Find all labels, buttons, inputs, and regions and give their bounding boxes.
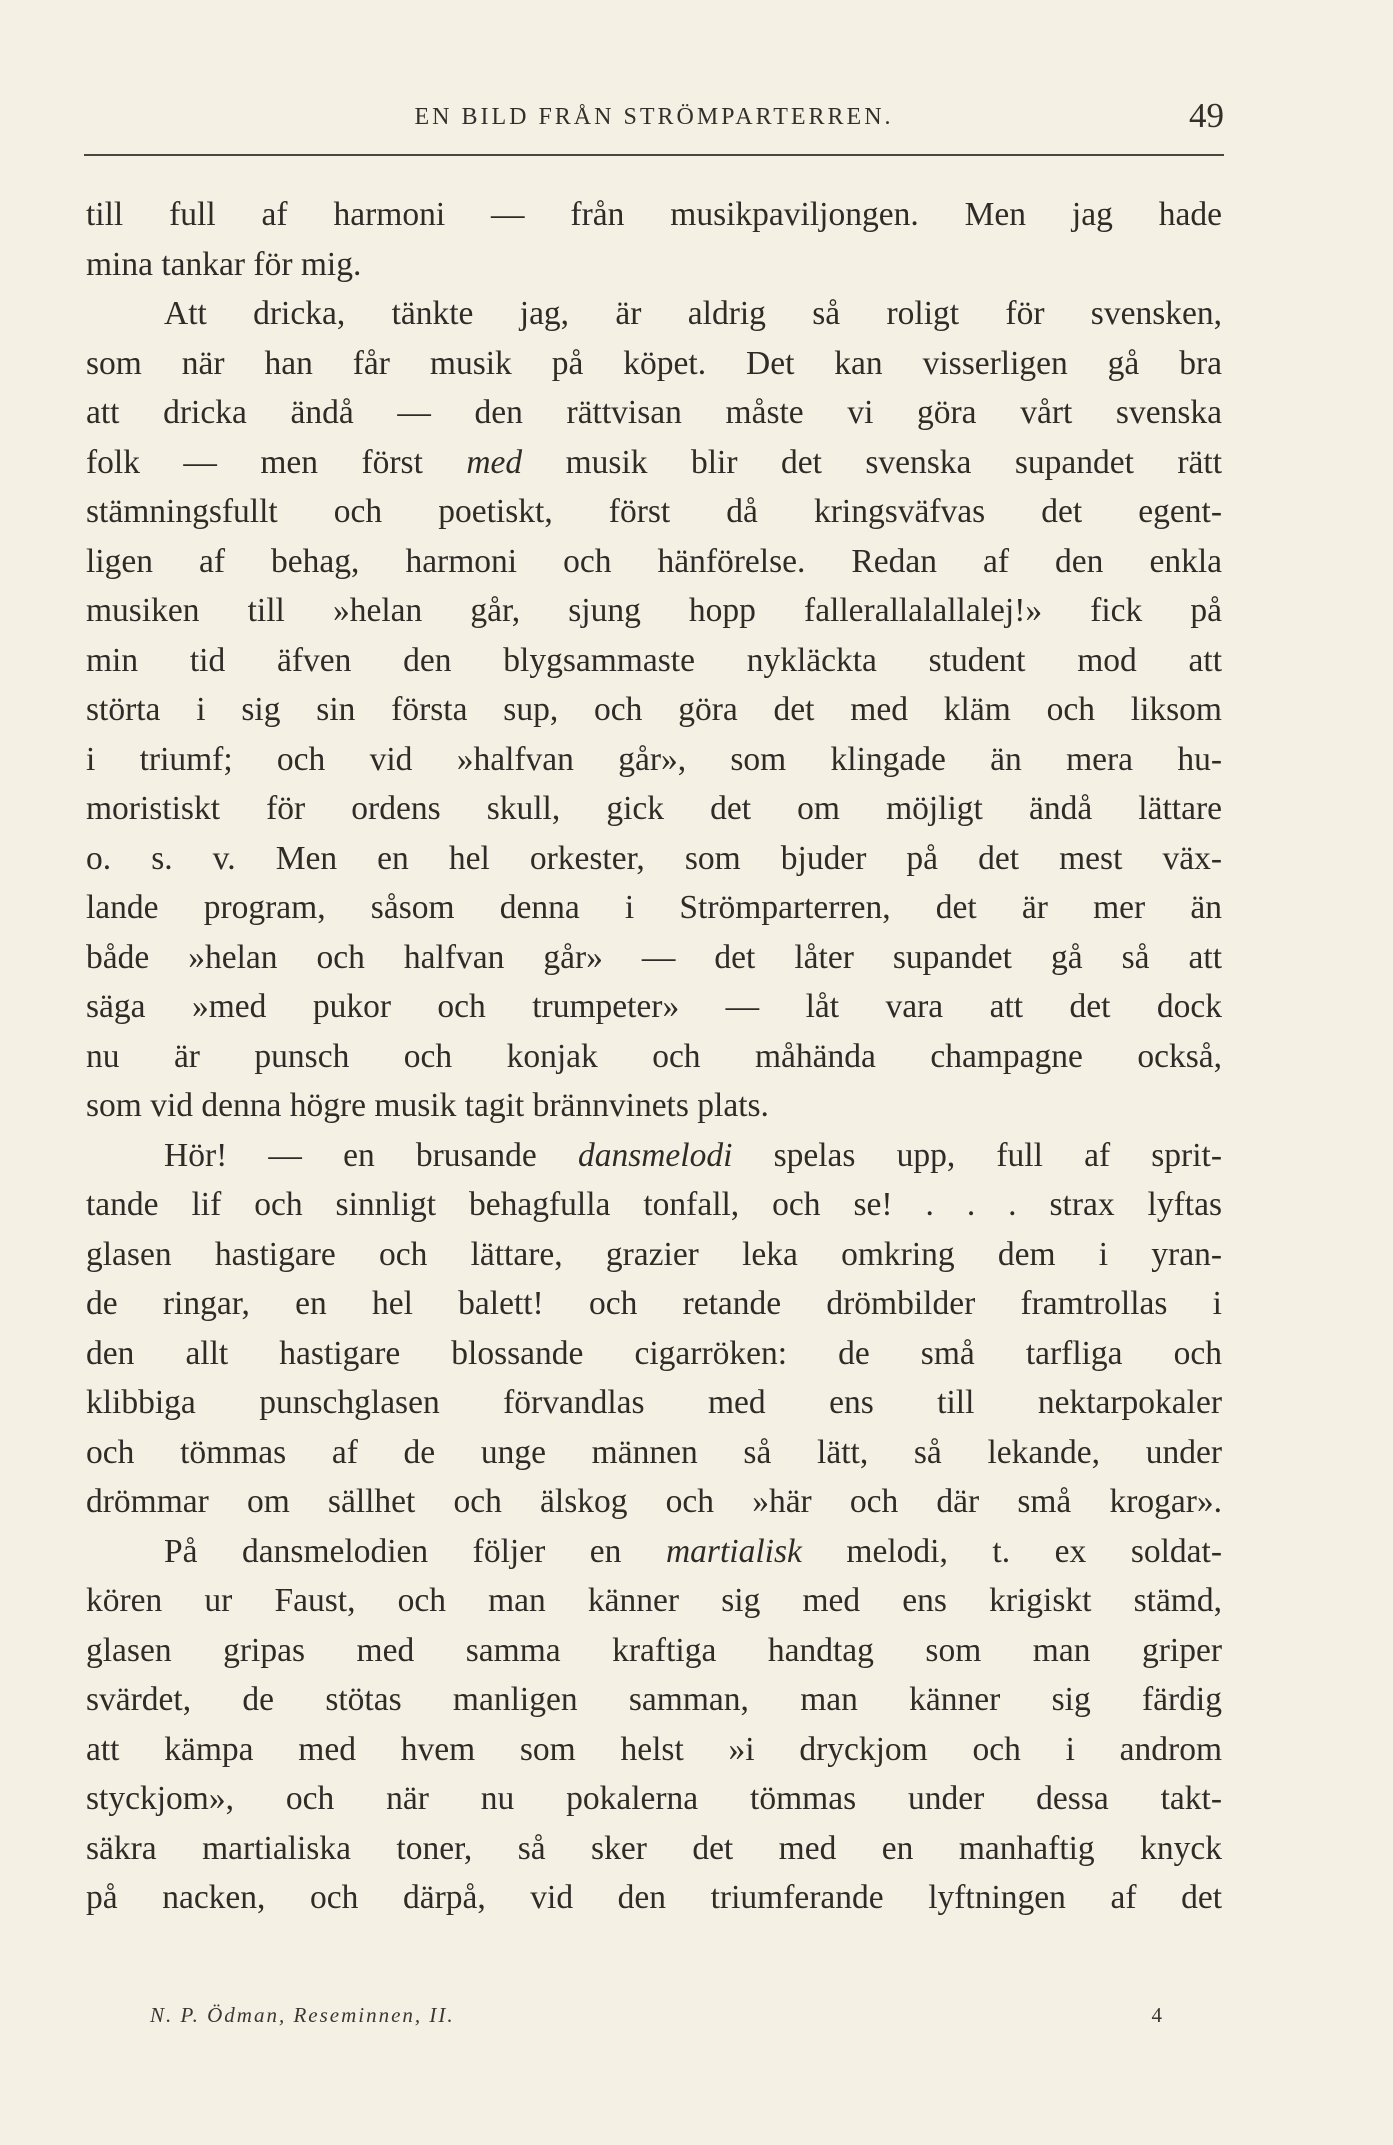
text-line: moristiskt för ordens skull, gick det om möjligt ändå lättare — [86, 790, 1222, 827]
text-line: kören ur Faust, och man känner sig med ens krigiskt stämd, — [86, 1582, 1222, 1619]
text-line: Att dricka, tänkte jag, är aldrig så roligt för svensken, — [164, 295, 1222, 332]
text-line: att dricka ändå — den rättvisan måste vi göra vårt svenska — [86, 394, 1222, 431]
footer-citation: N. P. Ödman, Reseminnen, II. — [150, 2003, 455, 2027]
text-line: som vid denna högre musik tagit brännvinets plats. — [86, 1087, 769, 1124]
body-text — [86, 190, 1222, 1923]
text-line: min tid äfven den blygsammaste nykläckta student mod att — [86, 641, 1222, 679]
signature-mark: 4 — [1151, 2003, 1162, 2027]
text-line: glasen hastigare och lättare, grazier leka omkring dem i yran- — [86, 1235, 1222, 1273]
text-line: i triumf; och vid »halfvan går», som klingade än mera hu- — [86, 740, 1222, 778]
text-line: På dansmelodien följer en martialisk melodi, t. ex soldat- — [164, 1532, 1222, 1570]
text-line: de ringar, en hel balett! och retande drömbilder framtrollas i — [86, 1285, 1222, 1322]
text-line: styckjom», och när nu pokalerna tömmas under dessa takt- — [86, 1780, 1222, 1817]
text-line: att kämpa med hvem som helst »i dryckjom och i androm — [86, 1730, 1222, 1768]
page-footer — [150, 2003, 1162, 2043]
text-line: till full af harmoni — från musikpaviljongen. Men jag hade — [86, 196, 1222, 233]
text-line: glasen gripas med samma kraftiga handtag som man griper — [86, 1631, 1222, 1669]
text-line: lande program, såsom denna i Strömparterren, det är mer än — [86, 889, 1222, 926]
text-line: störta i sig sin första sup, och göra det med kläm och liksom — [86, 691, 1222, 728]
text-line: som när han får musik på köpet. Det kan visserligen gå bra — [86, 344, 1222, 382]
text-line: o. s. v. Men en hel orkester, som bjuder på det mest väx- — [86, 839, 1222, 877]
text-line: den allt hastigare blossande cigarröken: de små tarfliga och — [86, 1334, 1222, 1372]
text-line: på nacken, och därpå, vid den triumferande lyftningen af det — [86, 1879, 1222, 1916]
text-line: säga »med pukor och trumpeter» — låt vara att det dock — [86, 988, 1222, 1025]
text-line: klibbiga punschglasen förvandlas med ens till nektarpokaler — [86, 1384, 1222, 1421]
text-line: och tömmas af de unge männen så lätt, så lekande, under — [86, 1433, 1222, 1471]
text-line: stämningsfullt och poetiskt, först då kringsväfvas det egent- — [86, 493, 1222, 530]
text-line: svärdet, de stötas manligen samman, man känner sig färdig — [86, 1681, 1222, 1718]
header-rule — [84, 154, 1224, 156]
text-line: musiken till »helan går, sjung hopp fallerallalallalej!» fick på — [86, 592, 1222, 629]
text-line: tande lif och sinnligt behagfulla tonfall, och se! . . . strax lyftas — [86, 1186, 1222, 1223]
page-number: 49 — [1189, 96, 1224, 135]
running-title: EN BILD FRÅN STRÖMPARTERREN. — [414, 104, 894, 130]
text-line: drömmar om sällhet och älskog och »här och där små krogar». — [86, 1483, 1222, 1520]
text-line: ligen af behag, harmoni och hänförelse. Redan af den enkla — [86, 542, 1222, 580]
text-line: Hör! — en brusande dansmelodi spelas upp, full af sprit- — [164, 1136, 1222, 1174]
text-line: säkra martialiska toner, så sker det med en manhaftig knyck — [86, 1829, 1222, 1867]
text-line: både »helan och halfvan går» — det låter supandet gå så att — [86, 938, 1222, 976]
text-line: nu är punsch och konjak och måhända champagne också, — [86, 1037, 1222, 1075]
running-head — [84, 96, 1224, 136]
text-line: folk — men först med musik blir det svenska supandet rätt — [86, 443, 1223, 481]
text-line: mina tankar för mig. — [86, 245, 362, 283]
